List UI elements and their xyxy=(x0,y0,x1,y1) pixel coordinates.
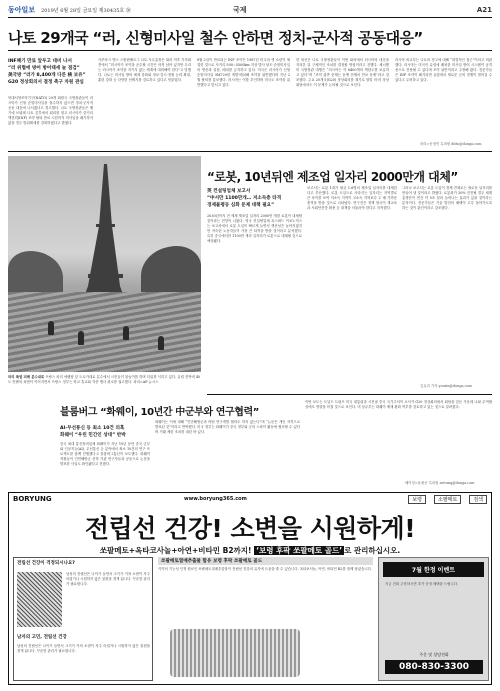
ad-nav-item: 소팔메토 xyxy=(434,495,461,504)
ad-headline: 전립선 건강! 소변을 시원하게! xyxy=(84,514,416,543)
top-story-col3: 8월 2일이 만료되는 INF 조약은 1987년 미국과 옛 소련이 체결한 것으로 사거리 500∼5500km 지상 발사 탄도·순항미사일의 생산과 실험, 배치를 금지하고 있다. 미국은 러시아가 신형 순항미사일 9M729를 개발·배치해 조약을 위반했다며 지난 2월 탈퇴를 통보했다. 러시아는 이를 부인하며 미국도 조약을 위반했다고 맞서고 있다. xyxy=(197,58,290,87)
story2-col3: 그러나 보고서는 로봇 도입이 경제 전체로는 새로운 일자리를 만들어 낼 것이라고 밝혔다. 로봇화가 30% 진전될 경우 세계 총생산이 연간 약 5조 달러 늘어나는 효과가 있을 것이라는 분석이다. 전문가들은 기술 발전의 혜택이 고루 돌아가도록 하는 것이 관건이라고 강조했다. xyxy=(402,186,492,210)
top-story-deck: INF폐기 만료 앞두고 대비 나서 “러 위협에 방어 방어태세 늘 점검” 美국방 “러가 8,400개 다른 核 보유” G20 정상회의서 결정 촉구 차원 관심 xyxy=(8,59,86,85)
ad-body xyxy=(13,557,489,681)
ad-subheadline xyxy=(9,545,491,556)
section-rule-2 xyxy=(207,394,492,395)
ad-info-text: 남성의 전립선은 나이가 들면서 크기가 커져 소변이 자주 마렵거나 시원하지 않은 불편을 겪게 됩니다. 꾸준한 관리가 필요합니다. xyxy=(66,572,150,586)
top-story-col2: 사쿠라크 옌스 스톨텐베르그 나토 사무총장은 회의 직후 기자회견에서 “러시아가 조약을 준수할 시간은 아직 남아 있지만 우리는 러시아가 조약을 지키지 않는 세계에 대비해야 한다”고 말했다. 나토는 미사일 방어 체계 강화와 정보·감시·정찰 능력 확대, 훈련 강화 등 다양한 선택지를 검토하고 있다고 덧붙였다. xyxy=(98,58,191,82)
story2-headline: “로봇, 10년뒤엔 제조업 일자리 2000만개 대체” xyxy=(207,170,458,184)
ad-sub-product: ‘보령 후팍 쏘팔메토 골드’ xyxy=(256,546,343,555)
story2-col2: 보고서는 로봇 1대가 평균 1.6명의 제조업 일자리를 대체한다고 추산했다. 로봇 도입으로 사라지는 일자리는 지역별로 큰 차이를 보여 저소득 지역이 고소득 지역보다 두 배 가까운 충격을 받을 것으로 나타났다. 연구진은 정책 당국이 재교육과 사회안전망 확충 등 대책을 서둘러야 한다고 지적했다. xyxy=(307,186,397,210)
story3-deck-text: AI-무선통신 등 최소 10건 의혹 화웨이 “우린 민간인 상대” 반박 xyxy=(60,426,126,438)
photo-caption-title: 파리 폭염 피해 분수대로 xyxy=(8,375,45,379)
ad-info-title: 전립선 건강이 걱정되시나요? xyxy=(17,561,75,566)
top-story-headline: 나토 29개국 “러, 신형미사일 철수 안하면 정치-군사적 공동대응” xyxy=(8,29,423,47)
ad-promo-box[interactable] xyxy=(378,557,489,681)
headline-rule xyxy=(8,50,492,51)
top-story-col1: 북대서양조약기구(NATO) 29개 회원국 국방장관들이 러시아가 신형 순항미사일을 철수하지 않으면 정치·군사적 공동 대응에 나서겠다고 경고했다. 나토 국방장관들은 벨기에 브뤼셀 나토 본부에서 회의를 열고 러시아가 중거리핵전력(INF) 조약 탈퇴 만료 시한까지 미사일을 폐기하지 않을 경우 방위태세를 강화하겠다고 밝혔다. xyxy=(8,96,93,125)
ad-brand-logo: BORYUNG xyxy=(13,495,52,503)
ad-phone-label: 주문 및 상담전화 xyxy=(419,652,449,657)
ad-model-photo xyxy=(17,572,62,627)
ad-info-title-2: 남자의 고민, 전립선 건강 xyxy=(17,635,67,640)
person-figure xyxy=(123,326,129,340)
story2-col1: 2030년까지 전 세계 제조업 일자리 2000만 개를 로봇이 대체할 것이라는 전망이 나왔다. 영국 컨설팅업체 옥스퍼드 이코노믹스는 보고서에서 로봇 도입이 빠르게 늘면서 생산성은 높아지겠지만 저숙련 노동자들이 가장 큰 타격을 받을 것이라고 분석했다. 특히 중국에서만 1100만 개의 일자리가 로봇으로 대체될 것으로 예상됐다. xyxy=(207,214,302,243)
fountain-water xyxy=(8,292,201,372)
page-number: A21 xyxy=(476,6,492,14)
section-rule-1 xyxy=(8,151,492,152)
top-story-col5: 러시아 외교부는 나토의 경고에 대해 “대결적인 접근”이라고 비판했다. 러시아는 미국이 유럽에 배치한 미사일 방어 시스템이 공격용으로 전용될 수 있다며 조약 위반이라고 주장해 왔다. 전문가들은 INF 조약이 폐기되면 유럽에서 새로운 군비 경쟁이 벌어질 수 있다고 우려하고 있다. xyxy=(395,58,492,82)
ad-nav-item: 검색 xyxy=(469,495,487,504)
ad-promo-text: 지금 전화 주문하시면 추가 증정 혜택을 드립니다. xyxy=(385,582,459,586)
header-rule xyxy=(8,17,492,18)
ad-product-text: 식약처 기능성 인정 원료인 쏘팔메토열매추출물이 전립선 건강의 유지에 도움을 줄 수 있습니다. 옥타코사놀, 아연, 비타민 B2를 함께 담았습니다. xyxy=(158,567,372,571)
product-box-image xyxy=(170,629,300,677)
ad-url: www.boryung365.com xyxy=(184,496,247,502)
ad-search-box xyxy=(408,495,487,504)
ad-info-box xyxy=(13,557,153,681)
story3-deck xyxy=(60,425,150,439)
top-story-byline: 파리=동정민 특파원 ditto@donga.com xyxy=(420,142,482,146)
newspaper-logo: 동아일보 xyxy=(8,6,36,14)
story3-byline: 베이징=윤완준 특파원 zeitung@donga.com xyxy=(405,481,475,485)
top-story-col4: 한 외신은 나토 국방장관들이 이번 회의에서 러시아의 대응을 지켜본 뒤 구체적인 조치를 결정할 방침이라고 전했다. 셰너핸 미 국방장관 대행은 “러시아는 약 8400개의 핵탄두를 보유하고 있다”며 “조약 위반 문제는 동맹 전체의 안보 문제”라고 강조했다. 주요 20개국(G20) 정상회의를 계기로 열릴 미-러 정상회담에서도 이 문제가 논의될 것으로 보인다. xyxy=(296,58,389,87)
story3-col1: 중국 최대 통신장비업체 화웨이가 지난 10년 동안 중국 군부와 인공지능(AI), 무선통신 등 분야에서 최소 10건의 연구 프로젝트를 함께 진행했다고 블룸버그통신이 보도했다. 화웨이 직원들이 인민해방군 산하 기관 연구자들과 공동으로 논문을 발표한 사실도 확인됐다고 전했다. xyxy=(60,442,150,466)
ad-sub-suffix: 로 관리하십시오. xyxy=(344,546,401,555)
ad-top-bar xyxy=(9,493,491,505)
advertisement[interactable] xyxy=(8,492,492,685)
story2-deck: 英 컨설팅업체 보고서 “中서만 1100만개… 저소득층 타격 경제불평등 심화 문제 대책 필요” xyxy=(207,189,282,208)
ad-promo-title: 7월 한정 이벤트 xyxy=(383,562,484,577)
ad-sub-prefix: 쏘팔메토+옥타코사놀+아연+비타민 B2까지! xyxy=(99,546,255,555)
ad-info-text-2: 남성의 전립선은 나이가 들면서 크기가 커져 소변이 자주 마렵거나 시원하지 않은 불편을 겪게 됩니다. 꾸준한 관리가 필요합니다. xyxy=(17,644,150,653)
story3-col3: 이번 보도는 도널드 트럼프 미국 대통령과 시진핑 중국 국가주석이 오사카 G20 정상회의에서 회담을 앞둔 가운데 나와 무역협상에도 영향을 미칠 것으로 보인다. 미 상무부는 화웨이 제재 완화 여부를 검토하고 있는 것으로 알려졌다. xyxy=(305,400,492,409)
section-label: 국제 xyxy=(233,6,247,14)
person-figure xyxy=(78,331,84,345)
story2-byline: 김유리 기자 yourin@donga.com xyxy=(420,384,472,388)
date-line: 2019년 6월 28일 금요일 제30435호 ㉚ xyxy=(41,7,131,14)
masthead xyxy=(8,4,492,16)
story3-col2: 화웨이는 이에 대해 “인민해방군과 어떤 연구개발 협력도 하지 않는다”며 “논문은 개인 자격으로 발표된 것”이라고 반박했다. 미국 정부는 화웨이가 중국 정부와 군의 스파이 활동에 협조할 수 있다며 거래 제한 조치를 내린 바 있다. xyxy=(155,420,300,434)
ad-product-title: 쏘팔메토열매추출물 함유 보령 후팍 쏘팔메토 골드 xyxy=(158,557,373,565)
photo-caption-text: 프랑스 파리 에펠탑 앞 트로카데로 분수에서 시민들이 물놀이를 하며 더위를 식히고 있다. 유럽 전역에 40도 안팎의 폭염이 이어지면서 프랑스 정부는 학교 휴교와 각종 행사 취소를 권고했다. 파리=AP 뉴시스 xyxy=(8,375,201,384)
photo-caption xyxy=(8,375,201,385)
ad-nav-item: 보령 xyxy=(408,495,426,504)
eiffel-tower-photo xyxy=(8,156,201,372)
story3-headline: 블룸버그 “화웨이, 10년간 中군부와 연구협력” xyxy=(60,407,259,418)
ad-product-box xyxy=(158,557,373,681)
person-figure xyxy=(158,336,164,350)
person-figure xyxy=(48,321,54,335)
ad-phone-number[interactable]: 080-830-3300 xyxy=(385,660,483,674)
